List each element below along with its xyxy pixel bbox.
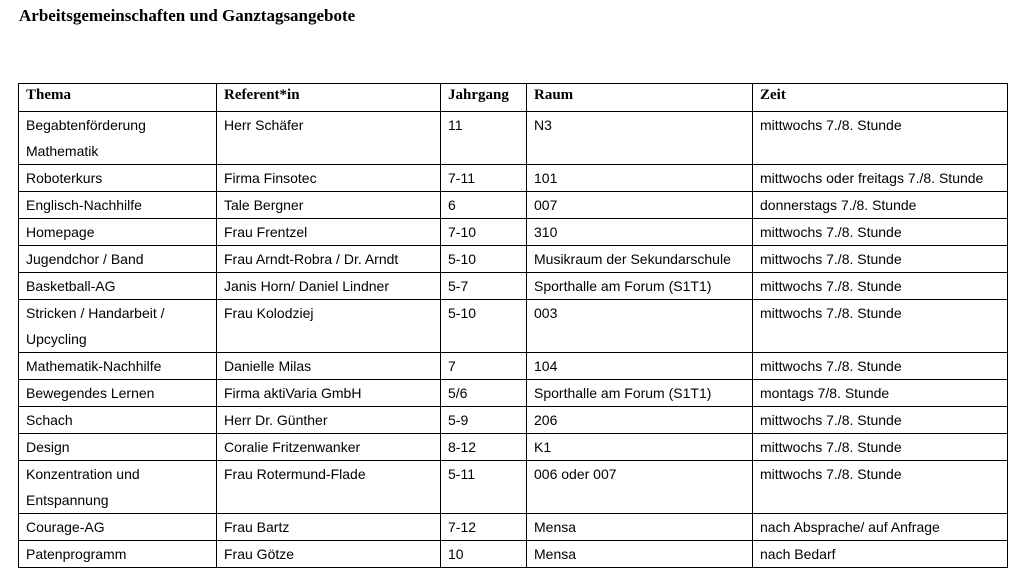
cell-referent: Janis Horn/ Daniel Lindner bbox=[217, 273, 441, 300]
table-row bbox=[19, 246, 1008, 273]
page-title: Arbeitsgemeinschaften und Ganztagsangebote bbox=[19, 6, 356, 25]
cell-jahrgang: 7-10 bbox=[441, 219, 527, 246]
cell-raum: 003 bbox=[527, 300, 753, 353]
cell-jahrgang: 8-12 bbox=[441, 434, 527, 461]
cell-raum: 007 bbox=[527, 192, 753, 219]
cell-zeit: mittwochs 7./8. Stunde bbox=[753, 461, 1008, 514]
cell-raum: Musikraum der Sekundarschule bbox=[527, 246, 753, 273]
table-row bbox=[19, 273, 1008, 300]
table-row bbox=[19, 541, 1008, 568]
cell-thema: Homepage bbox=[19, 219, 217, 246]
cell-referent: Frau Götze bbox=[217, 541, 441, 568]
cell-referent: Frau Arndt-Robra / Dr. Arndt bbox=[217, 246, 441, 273]
table-row bbox=[19, 192, 1008, 219]
cell-raum: Sporthalle am Forum (S1T1) bbox=[527, 273, 753, 300]
table-row bbox=[19, 300, 1008, 353]
cell-jahrgang: 10 bbox=[441, 541, 527, 568]
cell-thema: Englisch-Nachhilfe bbox=[19, 192, 217, 219]
table-header-row bbox=[19, 84, 1008, 112]
cell-referent: Coralie Fritzenwanker bbox=[217, 434, 441, 461]
cell-referent: Frau Frentzel bbox=[217, 219, 441, 246]
cell-thema: Patenprogramm bbox=[19, 541, 217, 568]
cell-referent: Frau Kolodziej bbox=[217, 300, 441, 353]
cell-raum: 104 bbox=[527, 353, 753, 380]
table-row bbox=[19, 380, 1008, 407]
cell-thema: Mathematik-Nachhilfe bbox=[19, 353, 217, 380]
cell-jahrgang: 7-11 bbox=[441, 165, 527, 192]
cell-thema: Begabtenförderung Mathematik bbox=[19, 112, 217, 165]
table-row bbox=[19, 461, 1008, 514]
table-row bbox=[19, 165, 1008, 192]
header-zeit: Zeit bbox=[753, 84, 1008, 112]
cell-zeit: nach Bedarf bbox=[753, 541, 1008, 568]
cell-referent: Frau Bartz bbox=[217, 514, 441, 541]
cell-zeit: mittwochs oder freitags 7./8. Stunde bbox=[753, 165, 1008, 192]
cell-zeit: donnerstags 7./8. Stunde bbox=[753, 192, 1008, 219]
cell-zeit: mittwochs 7./8. Stunde bbox=[753, 434, 1008, 461]
cell-raum: Mensa bbox=[527, 514, 753, 541]
header-jahrgang: Jahrgang bbox=[441, 84, 527, 112]
cell-raum: 310 bbox=[527, 219, 753, 246]
cell-thema: Bewegendes Lernen bbox=[19, 380, 217, 407]
cell-referent: Firma aktiVaria GmbH bbox=[217, 380, 441, 407]
cell-referent: Herr Dr. Günther bbox=[217, 407, 441, 434]
cell-thema: Roboterkurs bbox=[19, 165, 217, 192]
cell-zeit: mittwochs 7./8. Stunde bbox=[753, 112, 1008, 165]
table-row bbox=[19, 219, 1008, 246]
cell-thema: Basketball-AG bbox=[19, 273, 217, 300]
cell-jahrgang: 7 bbox=[441, 353, 527, 380]
cell-referent: Herr Schäfer bbox=[217, 112, 441, 165]
table-row bbox=[19, 353, 1008, 380]
table-row bbox=[19, 407, 1008, 434]
cell-raum: Sporthalle am Forum (S1T1) bbox=[527, 380, 753, 407]
cell-referent: Frau Rotermund-Flade bbox=[217, 461, 441, 514]
cell-zeit: nach Absprache/ auf Anfrage bbox=[753, 514, 1008, 541]
cell-raum: Mensa bbox=[527, 541, 753, 568]
cell-referent: Firma Finsotec bbox=[217, 165, 441, 192]
table-row bbox=[19, 514, 1008, 541]
cell-jahrgang: 5-9 bbox=[441, 407, 527, 434]
cell-jahrgang: 11 bbox=[441, 112, 527, 165]
cell-referent: Danielle Milas bbox=[217, 353, 441, 380]
header-raum: Raum bbox=[527, 84, 753, 112]
cell-zeit: mittwochs 7./8. Stunde bbox=[753, 300, 1008, 353]
cell-zeit: mittwochs 7./8. Stunde bbox=[753, 407, 1008, 434]
cell-jahrgang: 5-7 bbox=[441, 273, 527, 300]
cell-jahrgang: 7-12 bbox=[441, 514, 527, 541]
cell-thema: Design bbox=[19, 434, 217, 461]
cell-raum: 006 oder 007 bbox=[527, 461, 753, 514]
table-row bbox=[19, 434, 1008, 461]
cell-thema: Konzentration und Entspannung bbox=[19, 461, 217, 514]
cell-jahrgang: 6 bbox=[441, 192, 527, 219]
cell-zeit: mittwochs 7./8. Stunde bbox=[753, 273, 1008, 300]
ag-table bbox=[18, 83, 1008, 568]
cell-thema: Stricken / Handarbeit / Upcycling bbox=[19, 300, 217, 353]
cell-raum: 206 bbox=[527, 407, 753, 434]
cell-zeit: mittwochs 7./8. Stunde bbox=[753, 219, 1008, 246]
table-row bbox=[19, 112, 1008, 165]
cell-zeit: mittwochs 7./8. Stunde bbox=[753, 246, 1008, 273]
cell-zeit: montags 7/8. Stunde bbox=[753, 380, 1008, 407]
cell-jahrgang: 5-10 bbox=[441, 246, 527, 273]
cell-jahrgang: 5-10 bbox=[441, 300, 527, 353]
cell-thema: Schach bbox=[19, 407, 217, 434]
cell-raum: 101 bbox=[527, 165, 753, 192]
cell-raum: K1 bbox=[527, 434, 753, 461]
cell-jahrgang: 5-11 bbox=[441, 461, 527, 514]
cell-raum: N3 bbox=[527, 112, 753, 165]
cell-referent: Tale Bergner bbox=[217, 192, 441, 219]
header-thema: Thema bbox=[19, 84, 217, 112]
cell-thema: Courage-AG bbox=[19, 514, 217, 541]
cell-thema: Jugendchor / Band bbox=[19, 246, 217, 273]
header-referent: Referent*in bbox=[217, 84, 441, 112]
cell-zeit: mittwochs 7./8. Stunde bbox=[753, 353, 1008, 380]
cell-jahrgang: 5/6 bbox=[441, 380, 527, 407]
